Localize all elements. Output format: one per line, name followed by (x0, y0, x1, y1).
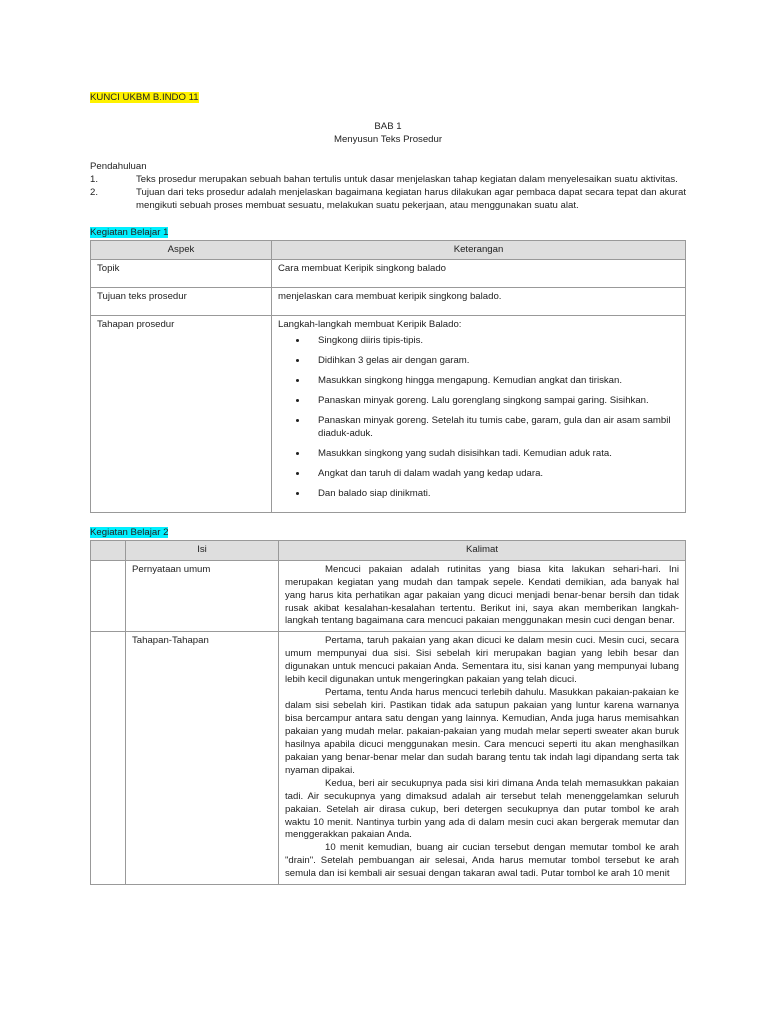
kb1-ket-cell (272, 316, 686, 512)
kb1-title: Kegiatan Belajar 1 (90, 226, 169, 238)
kb2-header-kalimat: Kalimat (279, 540, 686, 560)
intro-item (90, 174, 686, 187)
intro-item (90, 187, 686, 213)
chapter-title: Menyusun Teks Prosedur (333, 133, 443, 145)
table-row (91, 632, 686, 885)
chapter-number: BAB 1 (374, 120, 402, 132)
kb2-blank-cell (91, 632, 126, 885)
kb2-isi-cell: Pernyataan umum (126, 560, 279, 632)
intro-item-text: Teks prosedur merupakan sebuah bahan tertulis untuk dasar menjelaskan tahap kegiatan dalam menyelesaikan suatu aktivitas. (136, 173, 678, 185)
kb2-kalimat-cell (279, 560, 686, 632)
kb1-aspek-cell: Topik (91, 260, 272, 288)
list-item: • Angkat dan taruh di dalam wadah yang kedap udara. (308, 468, 679, 481)
steps-intro: Langkah-langkah membuat Keripik Balado: (278, 319, 462, 331)
kb2-header-isi: Isi (126, 540, 279, 560)
kb1-aspek-cell: Tujuan teks prosedur (91, 288, 272, 316)
document-page (90, 92, 686, 885)
kb1-header-aspek: Aspek (91, 240, 272, 260)
kb1-aspek-cell: Tahapan prosedur (91, 316, 272, 512)
kb1-header-keterangan: Keterangan (272, 240, 686, 260)
intro-item-number: 1. (90, 173, 99, 185)
kb1-ket-cell: menjelaskan cara membuat keripik singkong balado. (272, 288, 686, 316)
table-row (91, 288, 686, 316)
intro-item-number: 2. (90, 186, 99, 198)
kb2-title: Kegiatan Belajar 2 (90, 526, 169, 538)
kb2-kalimat-cell (279, 632, 686, 885)
answer-key-label: KUNCI UKBM B.INDO 11 (90, 92, 199, 103)
kalimat-paragraph: Pertama, taruh pakaian yang akan dicuci ke dalam mesin cuci. Mesin cuci, secara umum mempunyai dua sisi. Sisi sebelah kiri merupakan bagian yang lebih besar dan digunakan untuk mencuci pakaian Anda. Sementara itu, sisi kanan yang mempunyai lubang lebih kecil digunakan untuk mengeringkan pakaian yang telah dicuci. (285, 635, 679, 686)
table-row (91, 560, 686, 632)
list-item: • Didihkan 3 gelas air dengan garam. (308, 355, 679, 368)
kb2-isi-cell: Tahapan-Tahapan (126, 632, 279, 885)
kalimat-paragraph: Kedua, beri air secukupnya pada sisi kiri dimana Anda telah memasukkan pakaian tadi. Air secukupnya yang dimaksud adalah air tersebut telah menenggelamkan seluruh pakaian. Setelah air dirasa cukup, beri detergen secukupnya dan putar tombol ke arah waktu 10 menit. Nantinya turbin yang ada di dalam mesin cuci akan bergerak memutar dan menggerakkan pakaian Anda. (285, 777, 679, 841)
list-item: • Masukkan singkong hingga mengapung. Kemudian angkat dan tiriskan. (308, 375, 679, 388)
kalimat-paragraph: 10 menit kemudian, buang air cucian tersebut dengan memutar tombol ke arah "drain". Setelah pembuangan air selesai, Anda harus memutar tombol tersebut ke arah semula dan isi kembali air sesuai dengan takaran awal tadi. Putar tombol ke arah 10 menit (285, 842, 679, 880)
table-row (91, 260, 686, 288)
kb2-table (90, 540, 686, 885)
list-item: • Singkong diiris tipis-tipis. (308, 335, 679, 348)
kb2-blank-cell (91, 560, 126, 632)
list-item: • Panaskan minyak goreng. Setelah itu tumis cabe, garam, gula dan air asam sambil diaduk-aduk. (308, 415, 679, 441)
kb1-ket-cell: Cara membuat Keripik singkong balado (272, 260, 686, 288)
list-item: • Masukkan singkong yang sudah disisihkan tadi. Kemudian aduk rata. (308, 448, 679, 461)
answer-key-title (90, 92, 686, 105)
kb1-table (90, 240, 686, 513)
table-row (91, 316, 686, 512)
kalimat-paragraph: Pertama, tentu Anda harus mencuci terlebih dahulu. Masukkan pakaian-pakaian ke dalam sisi sebelah kiri. Pastikan tidak ada satupun pakaian yang luntur karena warnanya bisa bercampur antara satu dengan yang lainnya. Kemudian, Anda juga harus memisahkan pakaian yang mudah melar. pakaian-pakaian yang mudah melar seperti sweater akan buruk hasilnya apabila dicuci menggunakan mesin. Cara mencuci seperti itu akan menghasilkan pakaian yang benar-benar melar dan sudah barang tentu tak indah lagi dipandang serta tak nyaman dipakai. (285, 687, 679, 776)
kb2-header-empty (91, 540, 126, 560)
intro-item-text: Tujuan dari teks prosedur adalah menjelaskan bagaimana kegiatan harus dilakukan agar pembaca dapat secara tepat dan akurat mengikuti sebuah proses membuat sesuatu, melakukan suatu pekerjaan, atau menggunakan suatu alat. (136, 186, 686, 211)
intro-heading: Pendahuluan (90, 160, 147, 172)
list-item: • Dan balado siap dinikmati. (308, 488, 679, 501)
steps-list (278, 335, 679, 500)
list-item: • Panaskan minyak goreng. Lalu gorenglang singkong sampai garing. Sisihkan. (308, 395, 679, 408)
kalimat-paragraph: Mencuci pakaian adalah rutinitas yang biasa kita lakukan sehari-hari. Ini merupakan kegiatan yang mudah dan tampak sepele. Kendati demikian, ada banyak hal yang harus kita perhatikan agar pakaian yang dicuci menjadi benar-benar bersih dan tidak rusak akibat kesalahan-kesalahan tertentu. Berikut ini, saya akan memberikan langkah-langkah tentang bagaimana cara mencuci pakaian menggunakan mesin cuci dengan benar. (285, 563, 679, 627)
